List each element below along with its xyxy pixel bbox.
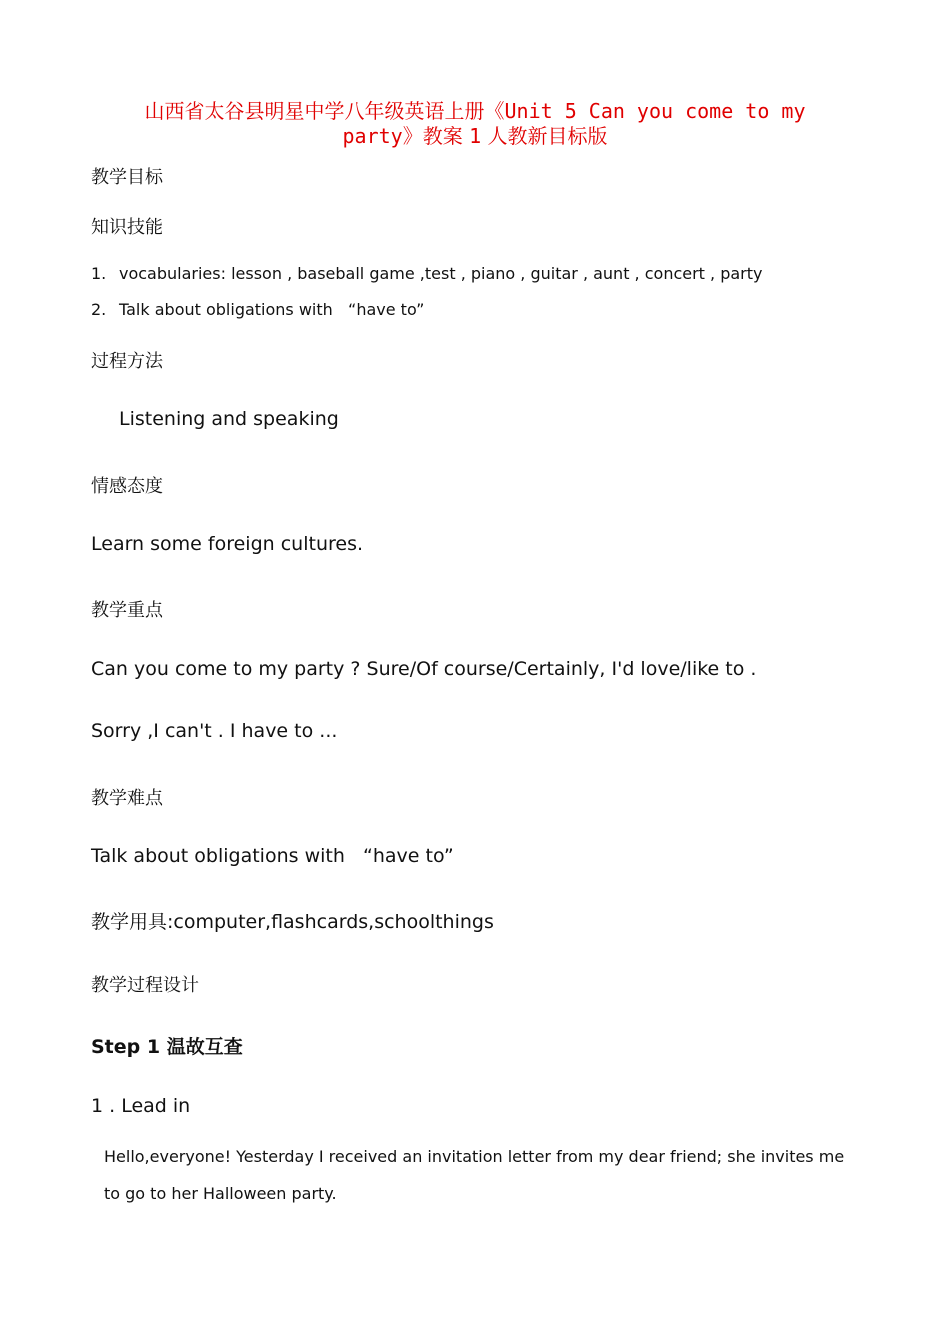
difficulty-heading: 教学难点 (91, 788, 163, 809)
goals-heading: 教学目标 (91, 167, 163, 188)
difficulty-text: Talk about obligations with “have to” (91, 845, 454, 867)
title-chinese-part: 山西省太谷县明星中学八年级英语上册《 (144, 99, 505, 123)
lead-in-paragraph: Hello,everyone! Yesterday I received an invitation letter from my dear friend; she invites me to go to her Halloween party. (104, 1147, 845, 1203)
knowledge-heading: 知识技能 (91, 217, 163, 238)
knowledge-item-2 (91, 300, 424, 319)
process-heading: 过程方法 (91, 351, 163, 372)
document-title-line-1 (100, 99, 850, 124)
title-english-part: Unit 5 Can you come to my (504, 99, 806, 123)
title-number: 1 (469, 124, 482, 148)
key-point-line-1: Can you come to my party ? Sure/Of course/Certainly, I'd love/like to . (91, 658, 757, 680)
list-number: 2. (91, 300, 107, 319)
key-point-line-2: Sorry ,I can't . I have to ... (91, 720, 338, 742)
emotion-text: Learn some foreign cultures. (91, 533, 364, 555)
list-item-text: Talk about obligations with “have to” (119, 300, 425, 319)
process-text: Listening and speaking (119, 408, 339, 430)
title-edition: 人教新目标版 (487, 124, 608, 148)
list-item-text: vocabularies: lesson , baseball game ,test , piano , guitar , aunt , concert , party (119, 264, 763, 283)
title-chinese-lesson-plan: 》教案 (402, 124, 463, 148)
list-number: 1. (91, 264, 107, 283)
emotion-heading: 情感态度 (91, 476, 163, 497)
key-points-heading: 教学重点 (91, 600, 163, 621)
knowledge-item-1 (91, 264, 762, 283)
lead-in-label: 1 . Lead in (91, 1095, 191, 1117)
title-english-party: party (342, 124, 403, 148)
design-heading: 教学过程设计 (91, 975, 199, 996)
teaching-tools: 教学用具:computer,flashcards,schoolthings (91, 911, 494, 933)
document-title-line-2 (100, 124, 850, 149)
step-1-heading: Step 1 温故互查 (91, 1036, 243, 1058)
